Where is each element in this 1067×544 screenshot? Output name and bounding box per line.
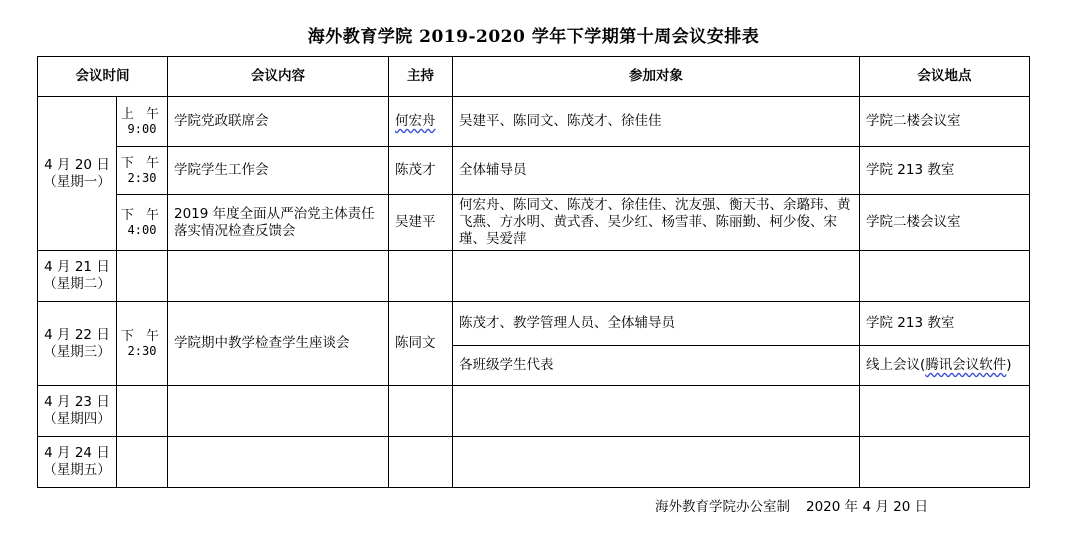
time-cell <box>117 437 168 488</box>
header-location: 会议地点 <box>860 57 1030 97</box>
date-cell-mon <box>38 97 117 251</box>
table-row <box>38 97 1030 147</box>
time-period: 下 午 <box>120 328 164 344</box>
host-cell: 陈同文 <box>389 302 453 386</box>
header-content: 会议内容 <box>168 57 389 97</box>
date-cell-tue <box>38 251 117 302</box>
host-cell: 吴建平 <box>389 195 453 251</box>
participants-cell <box>453 437 860 488</box>
location-suffix: ) <box>1006 357 1012 373</box>
header-host: 主持 <box>389 57 453 97</box>
content-cell <box>168 437 389 488</box>
time-cell <box>117 147 168 195</box>
location-cell: 学院二楼会议室 <box>860 195 1030 251</box>
meeting-schedule-table <box>37 56 1030 488</box>
time-hour: 4:00 <box>127 222 157 237</box>
location-cell <box>860 251 1030 302</box>
footer <box>655 495 944 515</box>
content-cell <box>168 251 389 302</box>
table-row <box>38 386 1030 437</box>
time-hour: 2:30 <box>127 343 157 358</box>
date-text: 4 月 24 日 <box>44 445 110 461</box>
footer-office: 海外教育学院办公室制 <box>655 499 790 515</box>
host-cell <box>389 97 453 147</box>
time-cell <box>117 195 168 251</box>
date-cell-thu <box>38 386 117 437</box>
host-cell <box>389 251 453 302</box>
participants-cell: 全体辅导员 <box>453 147 860 195</box>
content-cell: 2019 年度全面从严治党主体责任落实情况检查反馈会 <box>168 195 389 251</box>
content-cell: 学院期中教学检查学生座谈会 <box>168 302 389 386</box>
content-cell: 学院学生工作会 <box>168 147 389 195</box>
header-participants: 参加对象 <box>453 57 860 97</box>
date-text: 4 月 21 日 <box>44 259 110 275</box>
participants-cell: 各班级学生代表 <box>453 346 860 386</box>
footer-date: 2020 年 4 月 20 日 <box>806 499 929 515</box>
time-cell <box>117 97 168 147</box>
host-cell <box>389 386 453 437</box>
participants-cell: 吴建平、陈同文、陈茂才、徐佳佳 <box>453 97 860 147</box>
time-cell <box>117 251 168 302</box>
host-name: 何宏舟 <box>395 113 436 129</box>
date-text: 4 月 20 日 <box>44 156 110 173</box>
table-row <box>38 437 1030 488</box>
time-period: 下 午 <box>120 155 164 171</box>
location-cell: 学院 213 教室 <box>860 147 1030 195</box>
location-cell <box>860 437 1030 488</box>
table-row <box>38 195 1030 251</box>
time-period: 下 午 <box>120 207 164 223</box>
date-text: 4 月 23 日 <box>44 394 110 410</box>
host-cell: 陈茂才 <box>389 147 453 195</box>
location-cell: 学院二楼会议室 <box>860 97 1030 147</box>
time-hour: 9:00 <box>127 121 157 136</box>
date-text: 4 月 22 日 <box>44 326 110 343</box>
header-time: 会议时间 <box>38 57 168 97</box>
location-cell: 学院 213 教室 <box>860 302 1030 346</box>
weekday-text: （星期三） <box>43 343 111 360</box>
location-cell <box>860 386 1030 437</box>
content-cell: 学院党政联席会 <box>168 97 389 147</box>
time-hour: 2:30 <box>127 170 157 185</box>
weekday-text: （星期二） <box>43 276 111 292</box>
table-row <box>38 147 1030 195</box>
participants-cell: 何宏舟、陈同文、陈茂才、徐佳佳、沈友强、衡天书、余璐玮、黄飞燕、方水明、黄式香、吴少红、杨雪菲、陈丽勤、柯少俊、宋瑾、吴爱萍 <box>453 195 860 251</box>
page-title: 海外教育学院 2019-2020 学年下学期第十周会议安排表 <box>307 27 760 47</box>
participants-cell: 陈茂才、教学管理人员、全体辅导员 <box>453 302 860 346</box>
time-cell <box>117 302 168 386</box>
time-period: 上 午 <box>120 106 164 122</box>
header-row <box>38 57 1030 97</box>
participants-cell <box>453 386 860 437</box>
location-cell <box>860 346 1030 386</box>
time-cell <box>117 386 168 437</box>
table-row <box>38 251 1030 302</box>
location-app-name: 腾讯会议软件 <box>925 357 1007 373</box>
weekday-text: （星期一） <box>43 173 111 190</box>
date-cell-wed <box>38 302 117 386</box>
host-cell <box>389 437 453 488</box>
participants-cell <box>453 251 860 302</box>
table-row <box>38 302 1030 346</box>
date-cell-fri <box>38 437 117 488</box>
location-prefix: 线上会议( <box>866 357 926 373</box>
weekday-text: （星期五） <box>43 462 111 478</box>
content-cell <box>168 386 389 437</box>
weekday-text: （星期四） <box>43 411 111 427</box>
